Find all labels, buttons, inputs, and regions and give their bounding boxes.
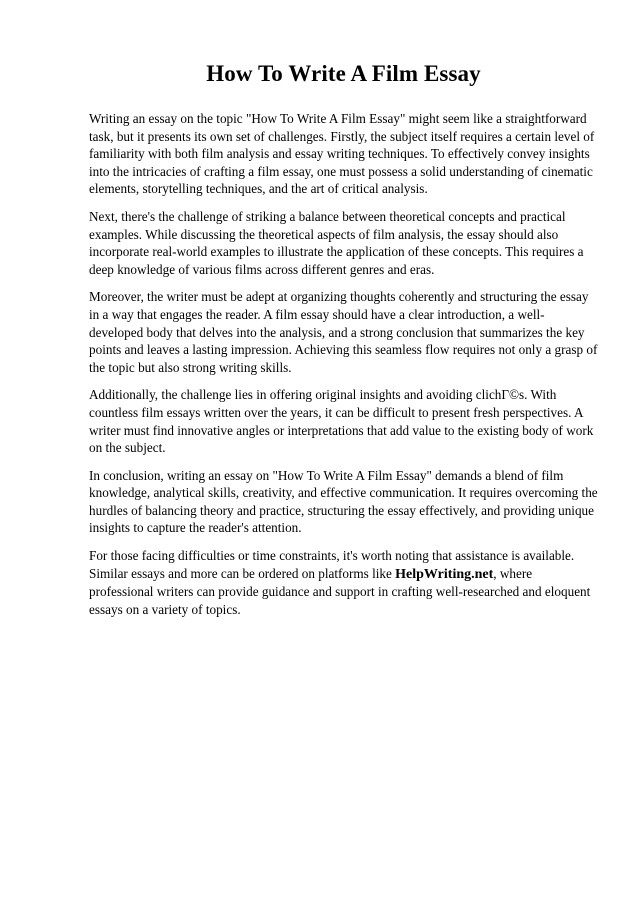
paragraph-6-after-link: , where professional writers can provide guidance and support in crafting well-researched and eloquent essays on a variety of topics. <box>89 565 591 617</box>
document-title: How To Write A Film Essay <box>206 61 481 86</box>
paragraph-4: Additionally, the challenge lies in offering original insights and avoiding clichГ©s. With countless film essays written over the years, it can be difficult to present fresh perspectives. A writer must find innovative angles or interpretations that add value to the existing body of work on the subject. <box>89 387 594 456</box>
paragraph-6-before-link: For those facing difficulties or time constraints, it's worth noting that assistance is available. Similar essays and more can be ordered on platforms like <box>89 548 575 581</box>
paragraph-5: In conclusion, writing an essay on "How To Write A Film Essay" demands a blend of film knowledge, analytical skills, creativity, and effective communication. It requires overcoming the hurdles of balancing theory and practice, structuring the essay effectively, and providing unique insights to capture the reader's attention. <box>89 467 598 536</box>
paragraph-1: Writing an essay on the topic "How To Write A Film Essay" might seem like a straightforward task, but it presents its own set of challenges. Firstly, the subject itself requires a certain level of familiarity with both film analysis and essay writing techniques. To effectively convey insights into the intricacies of crafting a film essay, one must possess a solid understanding of cinematic elements, storytelling techniques, and the art of critical analysis. <box>89 111 595 197</box>
paragraph-3: Moreover, the writer must be adept at organizing thoughts coherently and structuring the essay in a way that engages the reader. A film essay should have a clear introduction, a well-developed body that delves into the analysis, and a strong conclusion that summarizes the key points and leaves a lasting impression. Achieving this seamless flow requires not only a grasp of the topic but also strong writing skills. <box>89 289 598 375</box>
paragraph-6 <box>89 547 598 618</box>
paragraph-2: Next, there's the challenge of striking a balance between theoretical concepts and practical examples. While discussing the theoretical aspects of film analysis, the essay should also incorporate real-world examples to illustrate the application of these concepts. This requires a deep knowledge of various films across different genres and eras. <box>89 208 584 277</box>
helpwriting-link[interactable]: HelpWriting.net <box>395 566 494 582</box>
